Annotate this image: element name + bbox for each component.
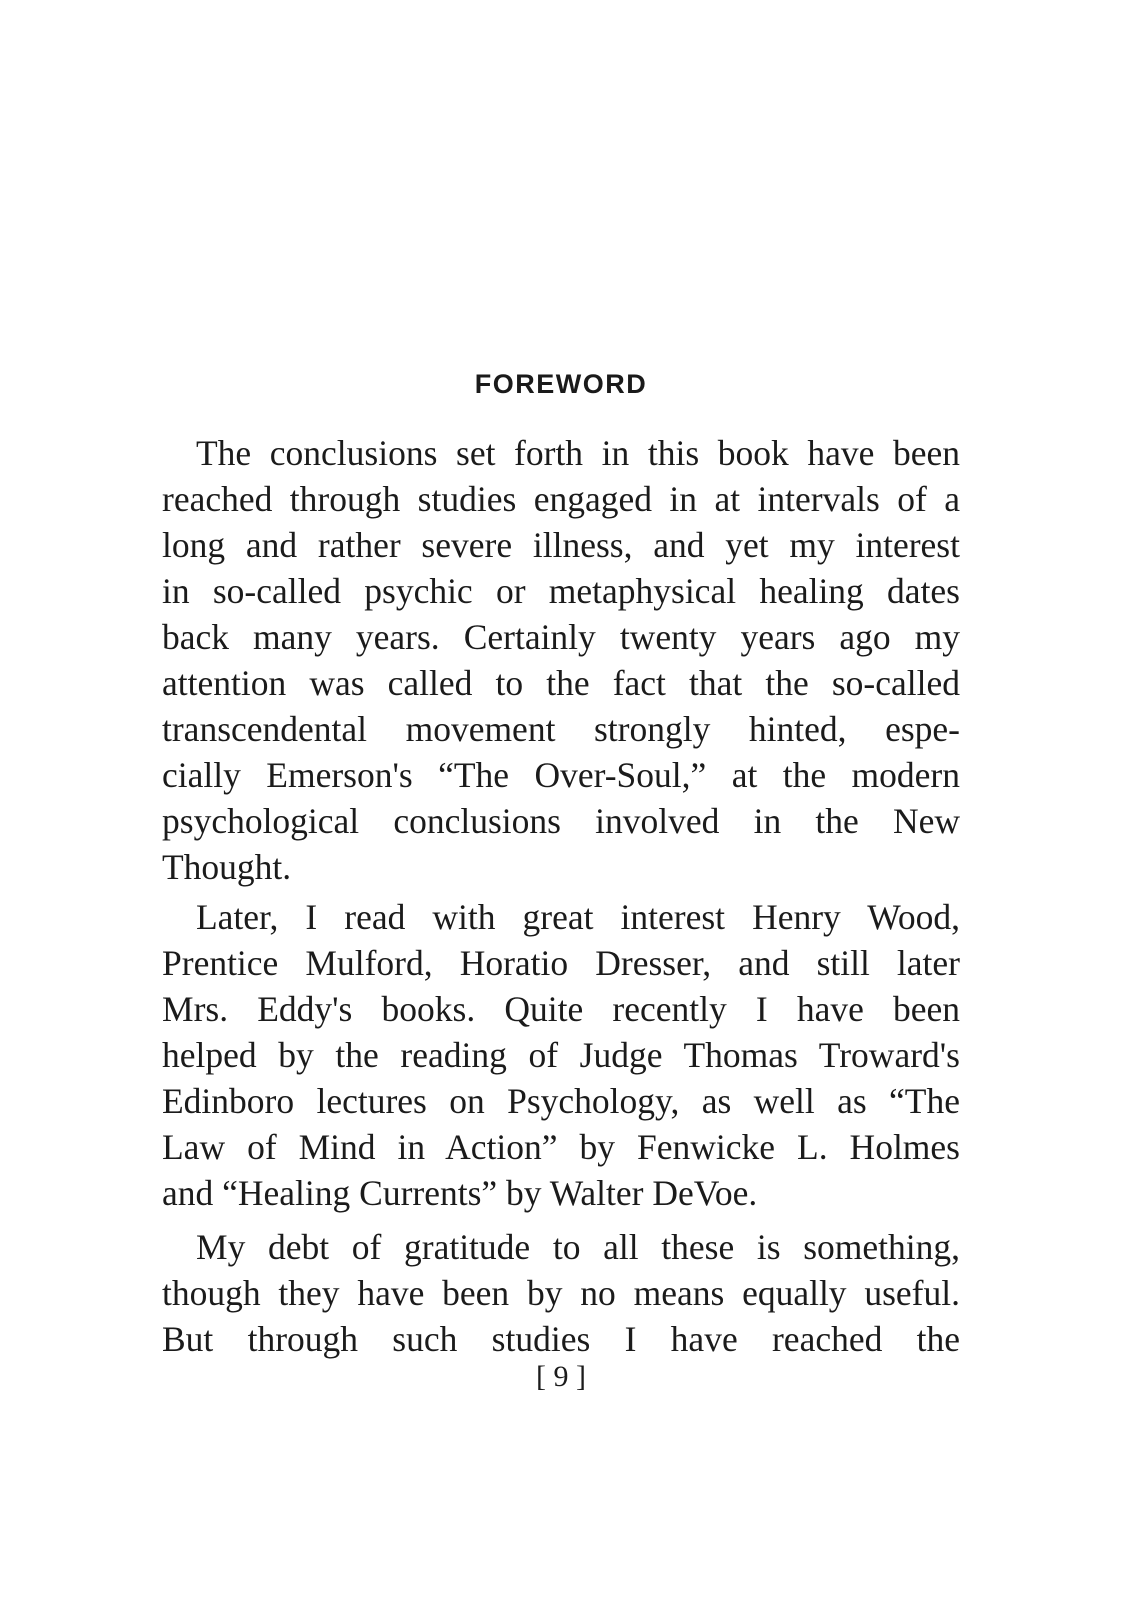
paragraph — [162, 430, 960, 890]
text-line: But through such studies I have reached the — [162, 1319, 960, 1359]
text-line: cially Emerson's “The Over-Soul,” at the modern — [162, 755, 960, 795]
text-line: helped by the reading of Judge Thomas Troward's — [162, 1035, 960, 1075]
text-line: The conclusions set forth in this book have been — [196, 433, 960, 473]
text-line: Mrs. Eddy's books. Quite recently I have been — [162, 989, 960, 1029]
text-line: Thought. — [162, 847, 292, 887]
text-line: Law of Mind in Action” by Fenwicke L. Holmes — [162, 1127, 960, 1167]
text-line: My debt of gratitude to all these is something, — [196, 1227, 960, 1267]
text-line: reached through studies engaged in at intervals of a — [162, 479, 960, 519]
text-line: Edinboro lectures on Psychology, as well as “The — [162, 1081, 960, 1121]
text-line: Prentice Mulford, Horatio Dresser, and still later — [162, 943, 960, 983]
text-line: psychological conclusions involved in the New — [162, 801, 960, 841]
paragraph — [162, 894, 960, 1216]
text-line: though they have been by no means equally useful. — [162, 1273, 960, 1313]
page-number: [ 9 ] — [536, 1360, 586, 1393]
body-text — [162, 430, 960, 1362]
text-line: long and rather severe illness, and yet my interest — [162, 525, 960, 565]
text-line: and “Healing Currents” by Walter DeVoe. — [162, 1173, 758, 1213]
text-line: attention was called to the fact that the so-called — [162, 663, 960, 703]
text-line: Later, I read with great interest Henry Wood, — [196, 897, 960, 937]
text-line: in so-called psychic or metaphysical healing dates — [162, 571, 960, 611]
text-line: transcendental movement strongly hinted, espe- — [162, 709, 960, 749]
paragraph — [162, 1224, 960, 1362]
text-line: back many years. Certainly twenty years ago my — [162, 617, 960, 657]
chapter-heading: FOREWORD — [474, 369, 648, 399]
